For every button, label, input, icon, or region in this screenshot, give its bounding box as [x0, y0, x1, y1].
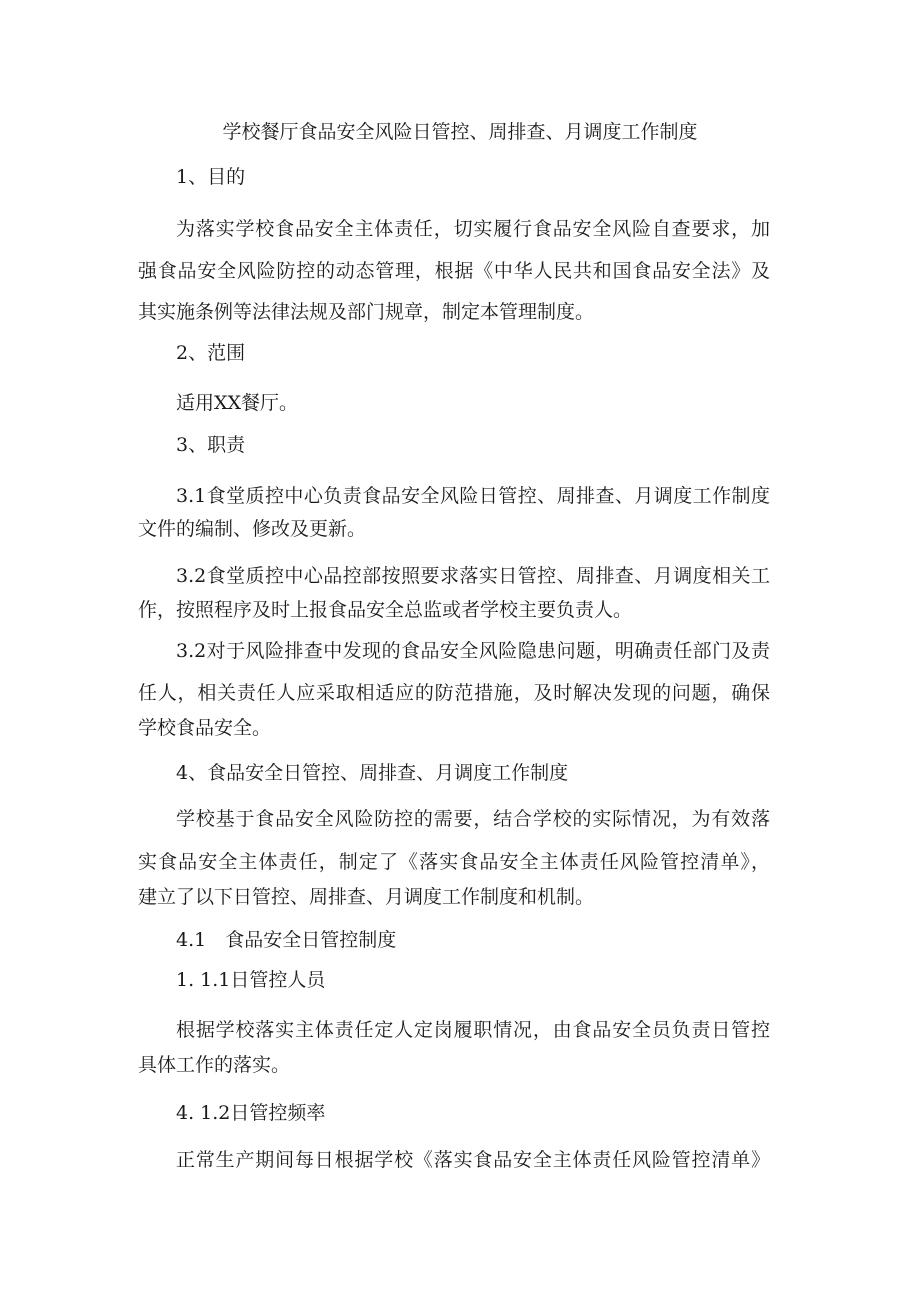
heading-scope: 2、范围 [176, 342, 246, 364]
subheading-daily-staff: 1. 1.1日管控人员 [176, 969, 326, 991]
paragraph-line: 文件的编制、修改及更新。 [138, 518, 367, 540]
paragraph-line: 为落实学校食品安全主体责任，切实履行食品安全风险自查要求，加 [176, 218, 770, 240]
paragraph-line: 3.2对于风险排查中发现的食品安全风险隐患问题，明确责任部门及责 [176, 640, 770, 662]
heading-system: 4、食品安全日管控、周排查、月调度工作制度 [176, 762, 569, 784]
subheading-daily-control: 4.1 食品安全日管控制度 [176, 929, 397, 951]
heading-purpose: 1、目的 [176, 166, 246, 188]
subheading-daily-frequency: 4. 1.2日管控频率 [176, 1102, 326, 1124]
paragraph-line: 其实施条例等法律法规及部门规章，制定本管理制度。 [138, 301, 595, 323]
paragraph-line: 作，按照程序及时上报食品安全总监或者学校主要负责人。 [138, 599, 633, 621]
paragraph-line: 正常生产期间每日根据学校《落实食品安全主体责任风险管控清单》 [176, 1149, 770, 1171]
paragraph-line: 强食品安全风险防控的动态管理，根据《中华人民共和国食品安全法》及 [138, 260, 770, 282]
paragraph-line: 适用XX餐厅。 [176, 392, 299, 414]
paragraph-line: 任人，相关责任人应采取相适应的防范措施，及时解决发现的问题，确保 [138, 682, 770, 704]
document-title: 学校餐厅食品安全风险日管控、周排查、月调度工作制度 [222, 121, 698, 143]
paragraph-line: 建立了以下日管控、周排查、月调度工作制度和机制。 [138, 886, 595, 908]
paragraph-line: 根据学校落实主体责任定人定岗履职情况，由食品安全员负责日管控 [176, 1019, 770, 1041]
paragraph-line: 学校基于食品安全风险防控的需要，结合学校的实际情况，为有效落 [176, 808, 770, 830]
paragraph-line: 实食品安全主体责任，制定了《落实食品安全主体责任风险管控清单》， [138, 851, 770, 873]
paragraph-line: 3.2食堂质控中心品控部按照要求落实日管控、周排查、月调度相关工 [176, 565, 770, 587]
paragraph-line: 具体工作的落实。 [138, 1054, 291, 1076]
heading-duties: 3、职责 [176, 434, 246, 456]
paragraph-line: 学校食品安全。 [138, 717, 272, 739]
paragraph-line: 3.1食堂质控中心负责食品安全风险日管控、周排查、月调度工作制度 [176, 485, 770, 507]
